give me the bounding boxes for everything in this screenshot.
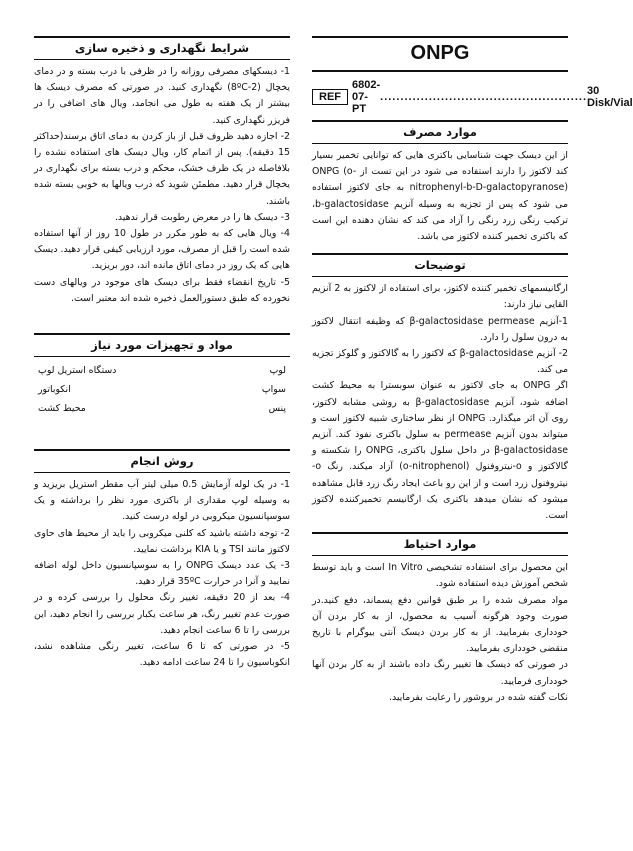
caution-heading: موارد احتیاط [312, 532, 568, 556]
procedure-body [34, 473, 290, 671]
storage-heading: شرایط نگهداری و ذخیره سازی [34, 36, 290, 60]
table-row [34, 400, 290, 419]
product-title: ONPG [312, 36, 568, 72]
procedure-heading: روش انجام [34, 449, 290, 473]
caution-body [312, 556, 568, 706]
material-cell: محیط کشت [38, 403, 86, 415]
usage-text: از این دیسک جهت شناسایی باکتری هایی که توانایی تخمیر بسیار کند لاکتوز را دارند استفاده می شود در این تست از ONPG (o-nitrophenyl-b-D-galactopyranose) به جای لاکتوز استفاده می شود که پس از تجزیه به وسیله آنزیم b-galactosidase، ترکیب رنگی زرد رنگی را آزاد می کند که نشان دهنده این است که باکتری تخمیر کننده لاکتوز می باشد. [312, 150, 568, 243]
description-text: 1-آنزیم β-galactosidase permease که وظیفه انتقال لاکتوز به درون سلول را دارد. [312, 315, 568, 343]
material-cell: انکوباتور [38, 384, 71, 396]
ref-quantity: 30 Disk/Vial [587, 85, 633, 109]
ref-label: REF [312, 89, 348, 105]
material-cell: سواپ [261, 384, 286, 396]
procedure-step: 4- بعد از 20 دقیقه، تغییر رنگ محلول را بررسی کرده و در صورت عدم تغییر رنگ، هر ساعت یکبار بررسی را انجام دهید، این بررسی را تا 6 ساعت انجام دهید. [34, 592, 291, 636]
caution-text: مواد مصرف شده را بر طبق قوانین دفع پسماند، دفع کنید.در صورت وجود هرگونه آسیب به محصول، از به کار بردن آن خودداری بفرمایید. از به کار بردن دیسک آنتی بیوگرام با تاریخ منقضی خودداری بفرمایید. [312, 594, 568, 655]
storage-item: 5- تاریخ انقضاء فقط برای دیسک های موجود در ویالهای دست نخورده که طبق دستورالعمل ذخیره شده اند معتبر است. [34, 276, 290, 304]
table-row [34, 381, 290, 400]
storage-item: 2- اجازه دهید ظروف قبل از باز کردن به دمای اتاق برسند(حداکثر 15 دقیقه). پس از اتمام کار، ویال دیسک های استفاده نشده را بلافاصله در یک ظرف خشک، محکم و درب بسته برای نگهداری در یخچال قرار دهید. مطمئن شوید که درب ویالها به خوبی بسته شده باشند. [34, 130, 290, 207]
description-heading: توضیحات [312, 253, 568, 277]
material-cell: لوپ [269, 365, 286, 377]
ref-dots: ................................................... [380, 91, 588, 103]
description-text: اگر ONPG به جای لاکتوز به عنوان سوبسترا به محیط کشت اضافه شود، آنزیم β-galactosidase به روشی مشابه لاکتوز، روی آن اثر میگذارد. ONPG از نظر ساختاری شبیه لاکتوز است و میتواند بدون آنزیم permease به سلول باکتری نفوذ کند. آنزیم β-galactosidase در داخل سلول باکتری، ONPG را شکسته و گالاکتوز و o-نیتروفنول (o-nitrophenol) آزاد میکند. رنگ o-نیتروفنول زرد است و از این رو باعث ایجاد رنگ زرد قابل مشاهده میشود که نشان میدهد باکتری یک ارگانیسم تخمیرکننده لاکتوز است. [312, 380, 568, 522]
materials-table [34, 362, 290, 419]
procedure-step: 2- توجه داشته باشید که کلنی میکروبی را باید از محیط های حاوی لاکتوز مانند TSI و یا KIA برداشت نمایید. [34, 527, 290, 555]
procedure-step: 1- در یک لوله آزمایش 0.5 میلی لیتر آب مقطر استریل بریزید و به وسیله لوپ مقداری از باکتری مورد نظر را برداشته و یک سوسپانسیون میکروبی در لوله درست کنید. [34, 479, 291, 523]
usage-heading: موارد مصرف [312, 122, 568, 144]
table-row [34, 362, 290, 381]
storage-item: 4- ویال هایی که به طور مکرر در طول 10 روز از آنها استفاده شده است را قبل از مصرف، مورد ارزیابی کیفی قرار دهید. دیسک هایی که یک روز در دمای اتاق مانده اند، دور بریزید. [33, 228, 291, 272]
description-text: ارگانیسمهای تخمیر کننده لاکتوز، برای استفاده از لاکتوز به 2 آنزیم القایی نیاز دارند: [312, 283, 568, 311]
materials-heading: مواد و تجهیزات مورد نیاز [34, 333, 290, 357]
caution-text: نکات گفته شده در بروشور را رعایت بفرمایید. [389, 691, 568, 703]
material-cell: پنس [268, 403, 286, 415]
description-text: 2- آنزیم β-galactosidase که لاکتوز را به گالاکتوز و گلوکز تجزیه می کند. [312, 348, 568, 376]
material-cell: دستگاه استریل لوپ [38, 365, 117, 377]
storage-item: 1- دیسکهای مصرفی روزانه را در ظرفی با درب بسته و در دمای یخچال (2-8ºC) نگهداری کنید. در صورتی که مصرف دیسک ها بیشتر از یک هفته به طول می انجامد، ویال های اضافی را در فریزر نگهداری کنید. [34, 66, 290, 126]
description-body [312, 277, 568, 524]
ref-row [312, 79, 633, 122]
usage-body [312, 144, 568, 245]
caution-text: این محصول برای استفاده تشخیصی In Vitro است و باید توسط شخص آموزش دیده استفاده شود. [312, 562, 568, 590]
storage-item: 3- دیسک ها را در معرض رطوبت قرار ندهید. [114, 211, 290, 223]
right-column [312, 36, 633, 706]
procedure-step: 5- در صورتی که تا 6 ساعت، تغییر رنگی مشاهده نشد، انکوباسیون را تا 24 ساعت ادامه دهید. [34, 641, 290, 669]
procedure-step: 3- یک عدد دیسک ONPG را به سوسپانسیون داخل لوله اضافه نمایید و آنرا در حرارت 35ºC قرار دهید. [34, 560, 290, 588]
caution-text: در صورتی که دیسک ها تغییر رنگ داده باشند از به کار بردن آنها خودداری فرمایید. [312, 659, 568, 687]
storage-body [34, 60, 290, 307]
ref-code: 6802-07-PT [352, 79, 381, 115]
left-column [34, 36, 290, 671]
